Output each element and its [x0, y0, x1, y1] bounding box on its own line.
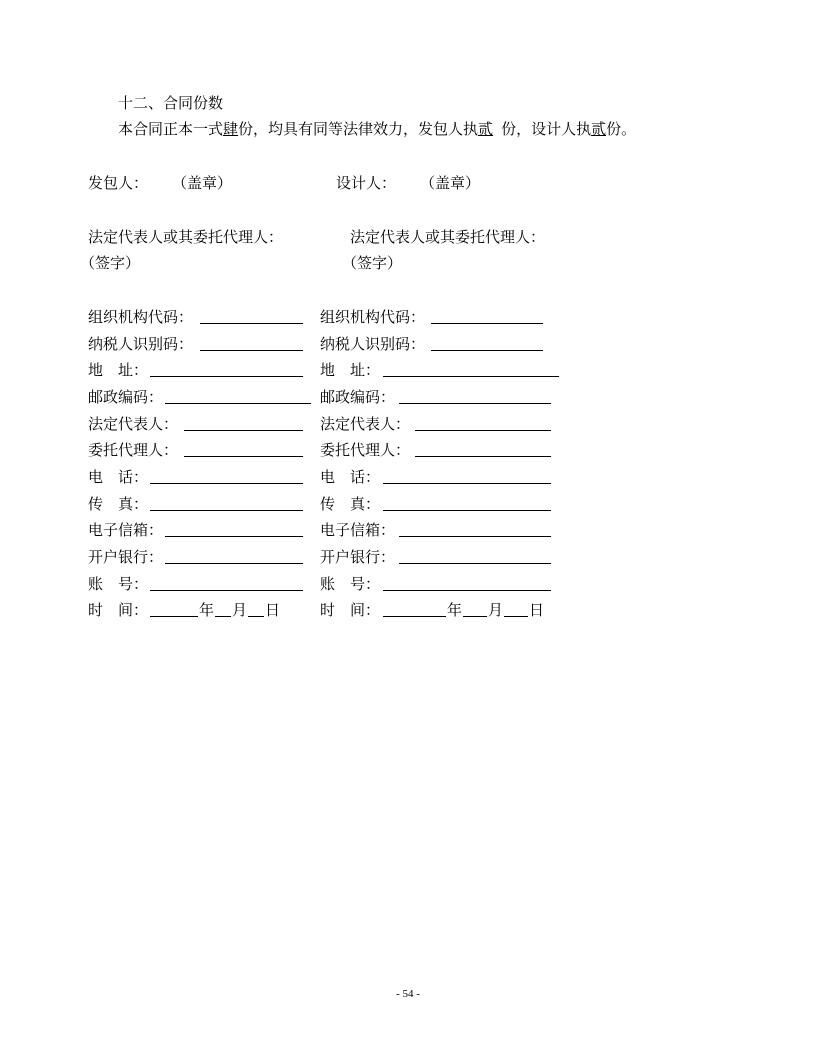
- employer-legal-rep-label: 法定代表人：: [88, 415, 179, 433]
- designer-year-field[interactable]: [383, 616, 446, 617]
- designer-postcode-field[interactable]: [399, 403, 551, 404]
- employer-seal: （盖章）: [172, 174, 233, 192]
- employer-phone-label: 电 话：: [88, 468, 149, 486]
- employer-account-field[interactable]: [150, 590, 303, 591]
- employer-month-field[interactable]: [215, 616, 231, 617]
- page-number: - 54 -: [396, 988, 420, 1000]
- employer-fax-label: 传 真：: [88, 495, 149, 513]
- employer-sign: （签字）: [80, 254, 141, 272]
- designer-day-unit: 日: [529, 601, 545, 619]
- employer-agent-label: 委托代理人：: [88, 441, 179, 459]
- designer-bank-field[interactable]: [399, 563, 551, 564]
- designer-org-code-label: 组织机构代码：: [320, 308, 426, 326]
- employer-rep-label: 法定代表人或其委托代理人：: [88, 228, 284, 246]
- designer-address-label: 地 址：: [320, 361, 381, 379]
- designer-date-label: 时 间：: [320, 601, 381, 619]
- designer-postcode-label: 邮政编码：: [320, 388, 396, 406]
- designer-bank-label: 开户银行：: [320, 548, 396, 566]
- section-heading: 十二、合同份数: [118, 94, 224, 112]
- designer-year-unit: 年: [447, 601, 463, 619]
- designer-tax-id-label: 纳税人识别码：: [320, 335, 426, 353]
- copies-text-c: 份，设计人执: [501, 120, 592, 138]
- designer-agent-field[interactable]: [415, 456, 551, 457]
- designer-legal-rep-field[interactable]: [415, 430, 551, 431]
- designer-month-unit: 月: [488, 601, 504, 619]
- employer-phone-field[interactable]: [150, 483, 303, 484]
- employer-copies: 贰: [478, 120, 494, 138]
- employer-year-unit: 年: [199, 601, 215, 619]
- designer-account-label: 账 号：: [320, 575, 381, 593]
- designer-fax-label: 传 真：: [320, 495, 381, 513]
- total-copies: 肆: [223, 120, 239, 138]
- designer-label: 设计人：: [336, 174, 397, 192]
- employer-month-unit: 月: [232, 601, 248, 619]
- employer-address-label: 地 址：: [88, 361, 149, 379]
- employer-day-unit: 日: [265, 601, 281, 619]
- designer-tax-id-field[interactable]: [431, 350, 543, 351]
- designer-day-field[interactable]: [504, 616, 528, 617]
- designer-legal-rep-label: 法定代表人：: [320, 415, 411, 433]
- employer-fax-field[interactable]: [150, 510, 303, 511]
- designer-agent-label: 委托代理人：: [320, 441, 411, 459]
- copies-text-b: 份，均具有同等法律效力，发包人执: [238, 120, 479, 138]
- designer-phone-label: 电 话：: [320, 468, 381, 486]
- designer-phone-field[interactable]: [383, 483, 551, 484]
- designer-fax-field[interactable]: [383, 510, 551, 511]
- designer-seal: （盖章）: [420, 174, 481, 192]
- employer-address-field[interactable]: [150, 376, 303, 377]
- employer-legal-rep-field[interactable]: [184, 430, 303, 431]
- copies-text-a: 本合同正本一式: [118, 120, 224, 138]
- employer-bank-label: 开户银行：: [88, 548, 164, 566]
- employer-tax-id-field[interactable]: [200, 350, 303, 351]
- copies-paragraph: [118, 120, 636, 138]
- designer-copies: 贰: [591, 120, 607, 138]
- designer-rep-label: 法定代表人或其委托代理人：: [350, 228, 546, 246]
- designer-month-field[interactable]: [463, 616, 487, 617]
- designer-email-label: 电子信箱：: [320, 521, 396, 539]
- designer-org-code-field[interactable]: [431, 323, 543, 324]
- designer-email-field[interactable]: [399, 536, 551, 537]
- employer-postcode-field[interactable]: [165, 403, 311, 404]
- employer-bank-field[interactable]: [165, 563, 303, 564]
- employer-date-label: 时 间：: [88, 601, 149, 619]
- employer-org-code-field[interactable]: [200, 323, 303, 324]
- employer-org-code-label: 组织机构代码：: [88, 308, 194, 326]
- designer-sign: （签字）: [342, 254, 403, 272]
- employer-agent-field[interactable]: [184, 456, 303, 457]
- employer-year-field[interactable]: [150, 616, 198, 617]
- designer-address-field[interactable]: [383, 376, 559, 377]
- employer-account-label: 账 号：: [88, 575, 149, 593]
- copies-text-d: 份。: [606, 120, 637, 138]
- employer-label: 发包人：: [88, 174, 149, 192]
- employer-tax-id-label: 纳税人识别码：: [88, 335, 194, 353]
- employer-email-field[interactable]: [165, 536, 303, 537]
- employer-email-label: 电子信箱：: [88, 521, 164, 539]
- designer-account-field[interactable]: [383, 590, 551, 591]
- employer-postcode-label: 邮政编码：: [88, 388, 164, 406]
- employer-day-field[interactable]: [248, 616, 264, 617]
